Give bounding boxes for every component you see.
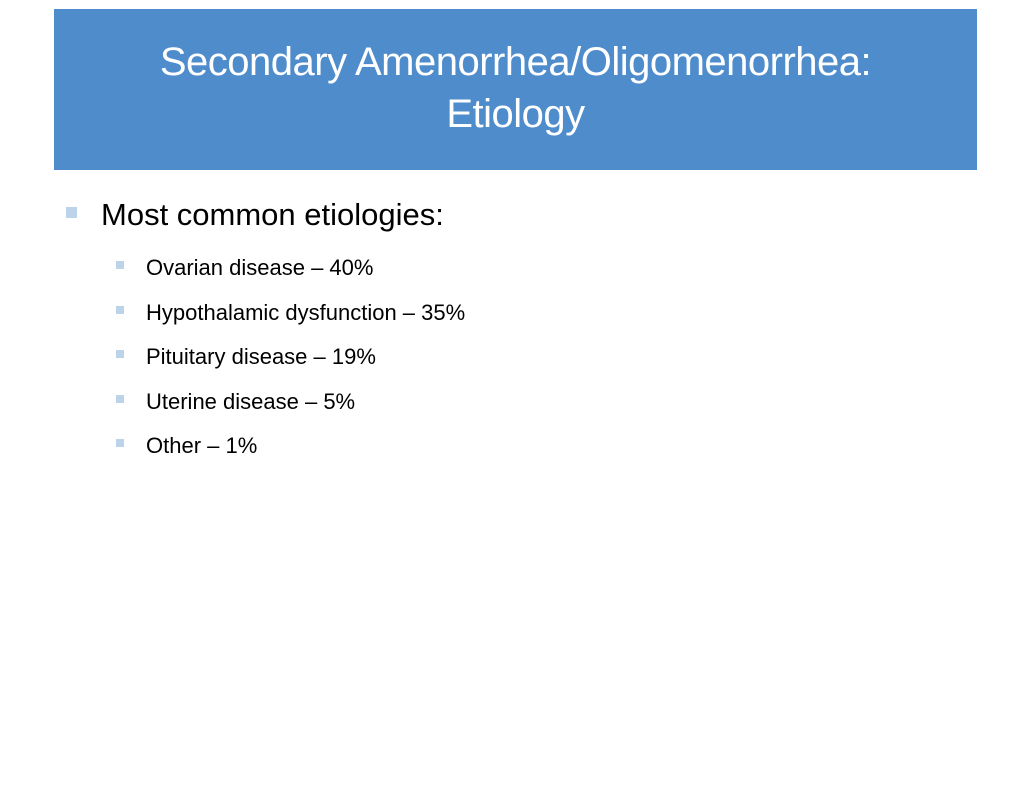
square-bullet-icon: [116, 350, 124, 358]
square-bullet-icon: [116, 395, 124, 403]
square-bullet-icon: [116, 261, 124, 269]
square-bullet-icon: [116, 439, 124, 447]
main-bullet-text: Most common etiologies:: [101, 197, 444, 232]
sub-bullet-item: [116, 246, 465, 291]
sub-bullet-text: Hypothalamic dysfunction – 35%: [146, 299, 466, 325]
sub-bullet-text: Other – 1%: [146, 433, 258, 459]
sub-bullet-text: Uterine disease – 5%: [146, 388, 356, 414]
square-bullet-icon: [116, 306, 124, 314]
slide-title-line-2: Etiology: [446, 91, 585, 136]
sub-bullet-item: [116, 291, 465, 336]
sub-bullet-list: [116, 246, 465, 469]
sub-bullet-text: Pituitary disease – 19%: [146, 344, 376, 370]
sub-bullet-item: [116, 424, 465, 469]
sub-bullet-item: [116, 380, 465, 425]
sub-bullet-item: [116, 335, 465, 380]
slide-title-line-1: Secondary Amenorrhea/Oligomenorrhea:: [159, 39, 872, 84]
square-bullet-icon: [66, 207, 77, 218]
main-bullet: [66, 194, 444, 236]
sub-bullet-text: Ovarian disease – 40%: [146, 255, 374, 281]
